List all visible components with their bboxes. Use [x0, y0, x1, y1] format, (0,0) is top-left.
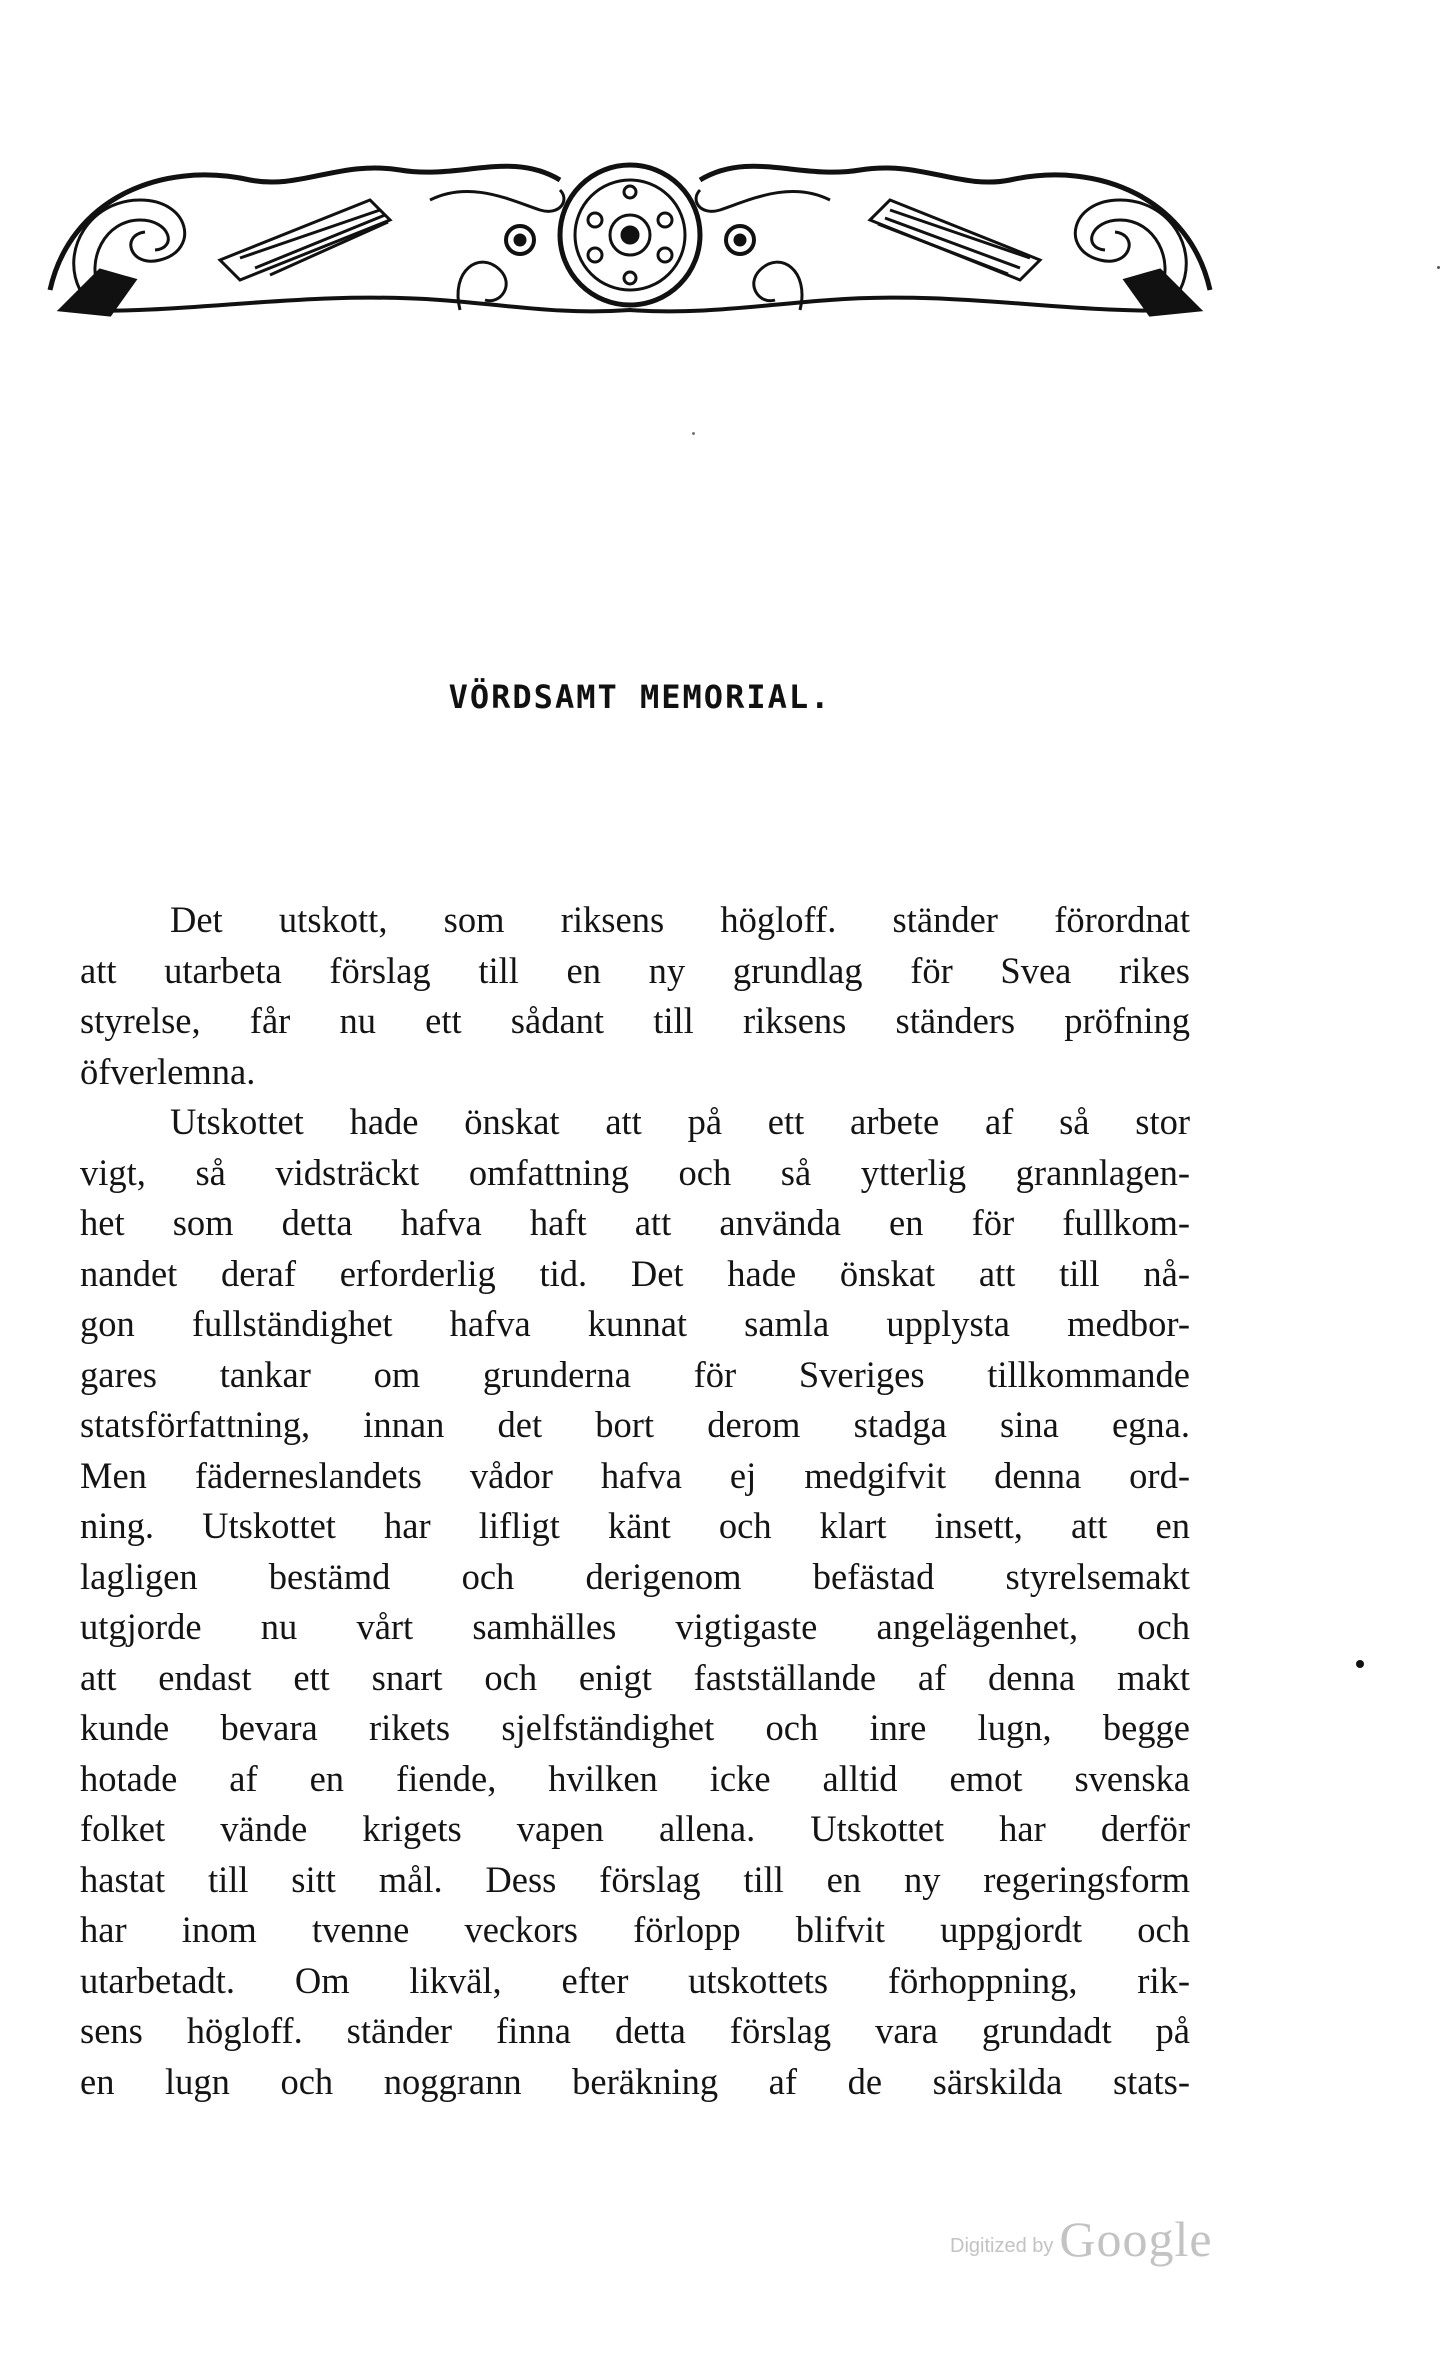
text-line: lagligen bestämd och derigenom befästad styrelsemakt	[80, 1555, 1190, 1597]
text-line: nandet deraf erforderlig tid. Det hade önskat att till nå-	[80, 1252, 1190, 1294]
watermark-prefix: Digitized by	[950, 2235, 1054, 2257]
speck-mark	[1356, 1660, 1364, 1668]
text-line: kunde bevara rikets sjelfständighet och inre lugn, begge	[80, 1707, 1190, 1748]
text-line: utarbetadt. Om likväl, efter utskottets förhoppning, rik-	[80, 1959, 1190, 2001]
watermark-brand: Google	[1059, 2211, 1213, 2267]
speck-mark	[1437, 266, 1440, 269]
text-line: en lugn och noggrann beräkning af de särskilda stats-	[80, 2060, 1190, 2102]
text-line: ning. Utskottet har lifligt känt och klart insett, att en	[80, 1505, 1190, 1546]
text-line: vigt, så vidsträckt omfattning och så ytterlig grannlagen-	[80, 1151, 1190, 1193]
text-line: statsförfattning, innan det bort derom stadga sina egna.	[80, 1404, 1190, 1445]
text-line: hotade af en fiende, hvilken icke alltid emot svenska	[80, 1757, 1190, 1799]
speck-mark	[692, 432, 695, 435]
memorial-text	[80, 895, 1190, 2107]
digitized-watermark	[950, 2208, 1213, 2268]
ornament-headpiece	[40, 140, 1220, 320]
text-line: utgjorde nu vårt samhälles vigtigaste angelägenhet, och	[80, 1606, 1190, 1647]
text-line: gares tankar om grunderna för Sveriges tillkommande	[80, 1353, 1190, 1395]
text-line: Men fäderneslandets vådor hafva ej medgifvit denna ord-	[80, 1454, 1190, 1496]
text-line: Utskottet hade önskat att på ett arbete af så stor	[170, 1101, 1190, 1142]
text-line: gon fullständighet hafva kunnat samla upplysta medbor-	[80, 1303, 1190, 1344]
text-line: har inom tvenne veckors förlopp blifvit uppgjordt och	[80, 1909, 1190, 1950]
text-line: att utarbeta förslag till en ny grundlag för Svea rikes	[80, 949, 1190, 991]
text-line: het som detta hafva haft att använda en för fullkom-	[80, 1202, 1190, 1243]
text-line: styrelse, får nu ett sådant till riksens ständers pröfning	[80, 1000, 1190, 1041]
text-line: Det utskott, som riksens högloff. ständer förordnat	[170, 899, 1190, 940]
text-line: folket vände krigets vapen allena. Utskottet har derför	[80, 1808, 1190, 1849]
text-line: hastat till sitt mål. Dess förslag till en ny regeringsform	[80, 1858, 1190, 1900]
text-line: öfverlemna.	[80, 1050, 256, 1092]
text-line: att endast ett snart och enigt fastställande af denna makt	[80, 1656, 1190, 1698]
page-title: VÖRDSAMT MEMORIAL.	[448, 678, 832, 716]
text-line: sens högloff. ständer finna detta förslag vara grundadt på	[80, 2010, 1190, 2051]
